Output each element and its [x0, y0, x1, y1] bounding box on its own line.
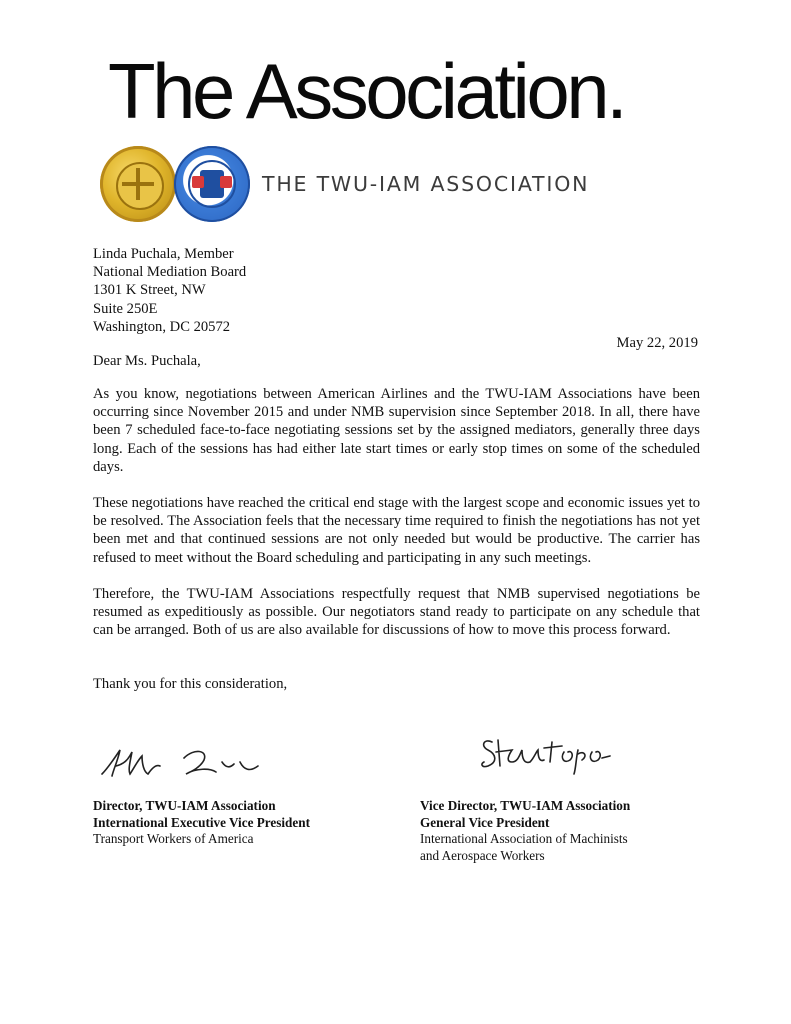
masthead-title: The Association.	[108, 47, 625, 135]
address-line: 1301 K Street, NW	[93, 282, 206, 299]
closing-line: Thank you for this consideration,	[93, 676, 288, 692]
director-signature	[98, 738, 268, 786]
signer-title: Vice Director, TWU-IAM Association	[420, 798, 631, 813]
body-paragraph: Therefore, the TWU-IAM Associations respectfully request that NMB supervised negotiations be resumed as expeditiously as possible. Our negotiators stand ready to participate on any schedule that can be arranged. Both of us are also available for discussions of how to move this process forward.	[93, 585, 700, 639]
association-tagline: THE TWU-IAM ASSOCIATION	[262, 172, 590, 196]
recipient-address	[93, 245, 246, 336]
transport-workers-seal-logo	[100, 146, 176, 222]
vice-director-signature-block	[420, 798, 630, 864]
signer-position: International Executive Vice President	[93, 814, 310, 830]
address-line: Suite 250E	[93, 300, 158, 317]
signer-position: General Vice President	[420, 814, 550, 830]
letter-body	[93, 385, 700, 657]
address-line: Washington, DC 20572	[93, 318, 231, 335]
body-paragraph: These negotiations have reached the critical end stage with the largest scope and economic issues yet to be resolved. The Association feels that the necessary time required to finish the negotiations has not yet been met and that continued sessions are not only needed but would be productive. The carrier has refused to meet without the Board scheduling and participating in any such meetings.	[93, 495, 700, 566]
signer-organization: and Aerospace Workers	[420, 847, 545, 863]
address-line: Linda Puchala, Member	[93, 246, 234, 262]
vice-director-signature	[478, 728, 628, 778]
salutation: Dear Ms. Puchala,	[93, 353, 201, 369]
director-signature-block	[93, 798, 310, 848]
signer-organization: International Association of Machinists	[420, 831, 628, 846]
iam-seal-logo	[174, 146, 250, 222]
signer-title: Director, TWU-IAM Association	[93, 798, 276, 813]
signer-organization: Transport Workers of America	[93, 831, 254, 846]
body-paragraph: As you know, negotiations between American Airlines and the TWU-IAM Associations have been occurring since November 2015 and under NMB supervision since September 2018. In all, there have been 7 scheduled face-to-face negotiating sessions set by the assigned mediators, generally three days long. Each of the sessions has had either late start times or early stop times on some of the scheduled days.	[93, 386, 700, 475]
address-line: National Mediation Board	[93, 264, 247, 281]
letter-date: May 22, 2019	[616, 335, 698, 351]
